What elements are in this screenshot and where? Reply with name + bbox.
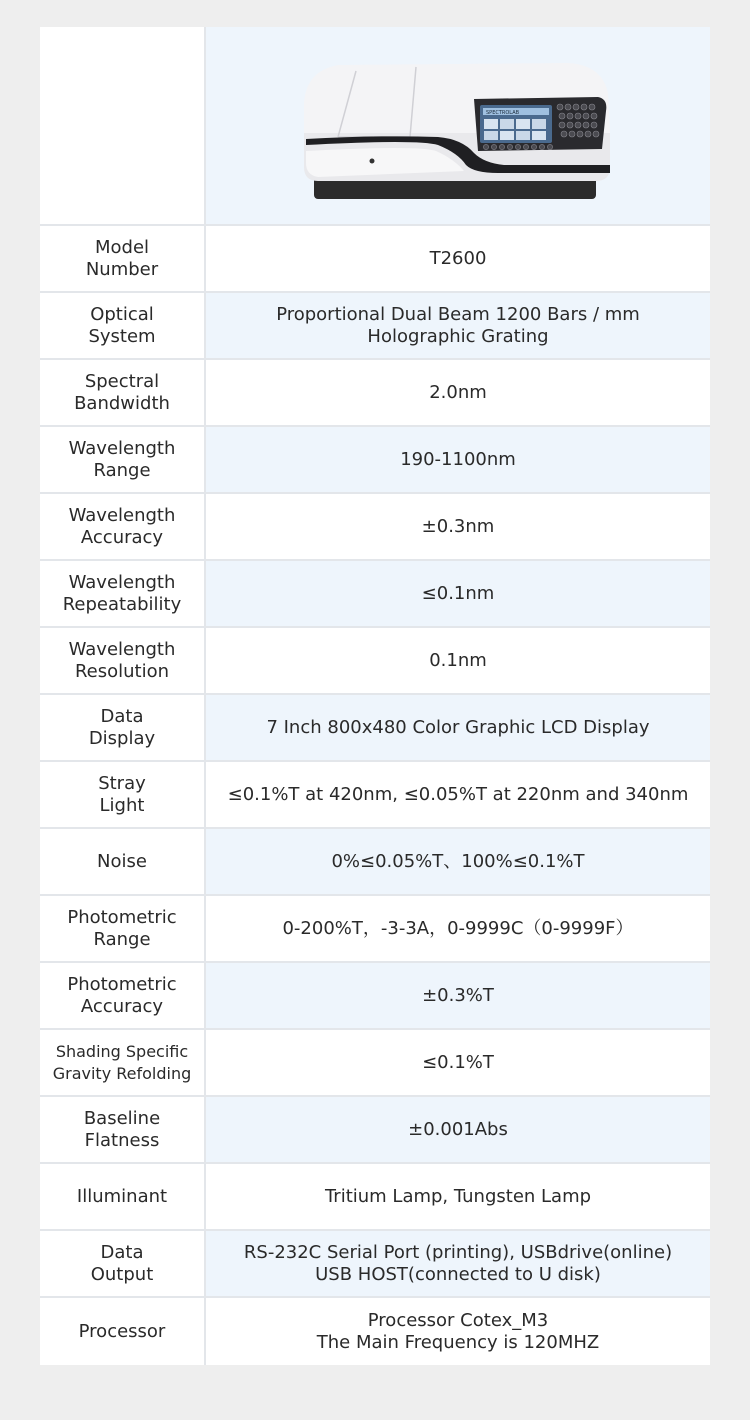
- spec-row-illuminant: [40, 1164, 710, 1231]
- spec-label: Wavelength Repeatability: [40, 561, 206, 626]
- spec-row-baseline-flatness: [40, 1097, 710, 1164]
- spec-row-model-number: [40, 226, 710, 293]
- spec-label: Spectral Bandwidth: [40, 360, 206, 425]
- spec-label: Data Output: [40, 1231, 206, 1296]
- spec-label: Stray Light: [40, 762, 206, 827]
- spec-label: Optical System: [40, 293, 206, 358]
- spec-label: Photometric Accuracy: [40, 963, 206, 1028]
- spec-value: Proportional Dual Beam 1200 Bars / mm Holographic Grating: [206, 293, 710, 358]
- spec-row-shading-specific-gravity: [40, 1030, 710, 1097]
- spec-row-stray-light: [40, 762, 710, 829]
- image-row-label-cell: [40, 27, 206, 224]
- spec-row-processor: [40, 1298, 710, 1365]
- spec-table: [40, 27, 710, 1365]
- spec-value: 7 Inch 800x480 Color Graphic LCD Display: [206, 695, 710, 760]
- spec-row-optical-system: [40, 293, 710, 360]
- spec-value: ±0.3nm: [206, 494, 710, 559]
- spec-value: T2600: [206, 226, 710, 291]
- spec-row-wavelength-repeatability: [40, 561, 710, 628]
- spec-value: ≤0.1%T: [206, 1030, 710, 1095]
- spec-value: Tritium Lamp, Tungsten Lamp: [206, 1164, 710, 1229]
- spec-label: Noise: [40, 829, 206, 894]
- spec-value: 0%≤0.05%T、100%≤0.1%T: [206, 829, 710, 894]
- spec-value: 190-1100nm: [206, 427, 710, 492]
- spec-label: Data Display: [40, 695, 206, 760]
- product-image-row: [40, 27, 710, 226]
- spec-label: Model Number: [40, 226, 206, 291]
- spec-row-data-output: [40, 1231, 710, 1298]
- spec-row-data-display: [40, 695, 710, 762]
- spec-value: 0-200%T，-3-3A，0-9999C（0-9999F）: [206, 896, 710, 961]
- spec-value: ±0.3%T: [206, 963, 710, 1028]
- spec-value: 2.0nm: [206, 360, 710, 425]
- spec-label: Photometric Range: [40, 896, 206, 961]
- spec-label: Wavelength Accuracy: [40, 494, 206, 559]
- spec-row-wavelength-accuracy: [40, 494, 710, 561]
- spec-value: Processor Cotex_M3 The Main Frequency is 120MHZ: [206, 1298, 710, 1365]
- spec-value: 0.1nm: [206, 628, 710, 693]
- spec-label: Baseline Flatness: [40, 1097, 206, 1162]
- spec-label: Wavelength Range: [40, 427, 206, 492]
- spectrophotometer-image: [298, 41, 618, 211]
- spec-label: Illuminant: [40, 1164, 206, 1229]
- spec-value: ≤0.1%T at 420nm, ≤0.05%T at 220nm and 340nm: [206, 762, 710, 827]
- spec-value: RS-232C Serial Port (printing), USBdrive(online) USB HOST(connected to U disk): [206, 1231, 710, 1296]
- spec-row-noise: [40, 829, 710, 896]
- spec-label: Processor: [40, 1298, 206, 1365]
- spec-row-photometric-accuracy: [40, 963, 710, 1030]
- spec-label: Shading Specific Gravity Refolding: [40, 1030, 206, 1095]
- spec-row-wavelength-resolution: [40, 628, 710, 695]
- spec-row-photometric-range: [40, 896, 710, 963]
- spec-label: Wavelength Resolution: [40, 628, 206, 693]
- spec-row-spectral-bandwidth: [40, 360, 710, 427]
- spec-value: ≤0.1nm: [206, 561, 710, 626]
- product-image-cell: [206, 27, 710, 224]
- spec-value: ±0.001Abs: [206, 1097, 710, 1162]
- screen-title-text: SPECTROLAB: [486, 109, 520, 116]
- spec-row-wavelength-range: [40, 427, 710, 494]
